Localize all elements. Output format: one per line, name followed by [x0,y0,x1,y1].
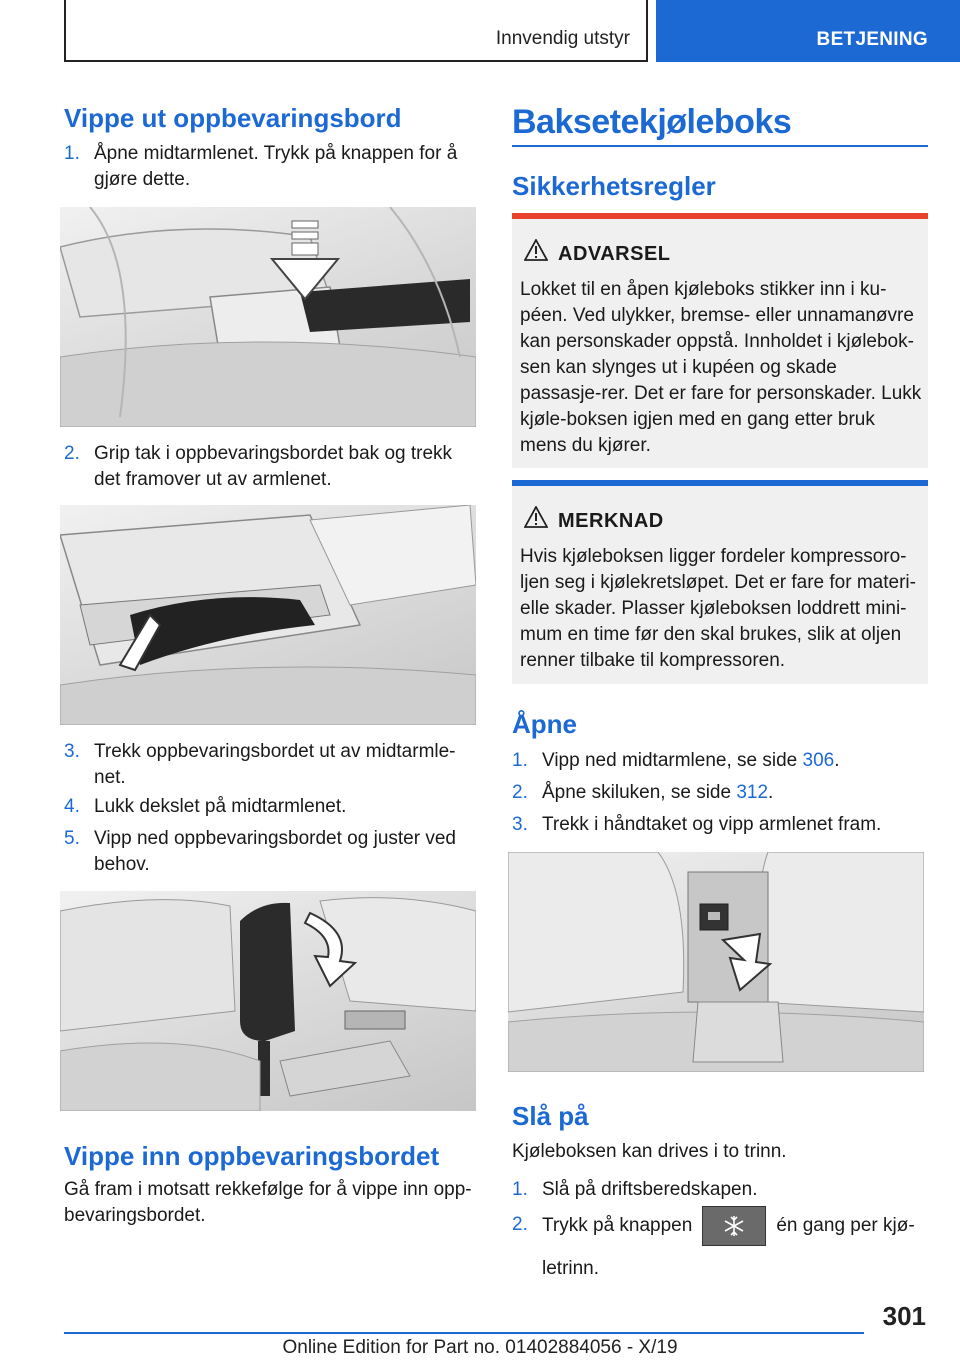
warning-box [512,213,928,468]
step-number: 1. [512,750,528,771]
warning-title: ADVARSEL [558,243,671,265]
notice-text: Hvis kjøleboksen ligger fordeler kompressoro-ljen seg i kjølekretsløpet. Det er fare for materi-elle skader. Plasser kjøleboksen loddrett mini-mum en time før den skal brukes, slik at oljen renner tilbake til kompressoren. [520,546,916,671]
heading-open: Åpne [512,709,577,739]
list-item [64,141,476,193]
snowflake-icon [703,1207,765,1245]
title-rule [512,145,928,147]
step-text-wrap: letrinn. [542,1258,600,1279]
step-text: Lukk dekslet på midtarmlenet. [94,796,347,817]
page-link-306[interactable]: 306 [802,750,835,771]
list-item [512,748,928,774]
header-chapter-tab[interactable] [656,0,960,62]
header-chapter-label: BETJENING [816,29,928,50]
cooler-button[interactable] [702,1206,766,1246]
step-text: Trykk på knappen [542,1215,693,1237]
step-text-end: . [768,782,774,803]
step-number: 1. [64,143,80,164]
list-item [64,826,476,878]
step-number: 2. [512,1214,528,1235]
caution-triangle-icon [524,506,548,533]
step-number: 1. [512,1179,528,1200]
notice-title: MERKNAD [558,510,664,532]
page-number: 301 [882,1301,926,1331]
notice-box [512,480,928,684]
step-text-cont: én gang per kjø- [776,1215,915,1237]
list-item [512,812,928,838]
list-item [512,780,928,806]
step-number: 2. [512,782,528,803]
footer-edition: Online Edition for Part no. 01402884056 - X/19 [282,1337,678,1358]
heading-switch-on: Slå på [512,1101,589,1131]
list-item [512,1177,928,1203]
step-number: 3. [512,814,528,835]
heading-tilt-in: Vippe inn oppbevaringsbordet [64,1141,440,1171]
step-number: 4. [64,796,80,817]
paragraph-tilt-in: Gå fram i motsatt rekkefølge for å vippe inn opp-bevaringsbordet. [64,1179,472,1226]
list-item [512,1212,928,1278]
photo-armrest-button [60,207,476,427]
step-text: Vipp ned oppbevaringsbordet og juster ved behov. [94,828,456,875]
warning-text: Lokket til en åpen kjøleboks stikker inn i ku-péen. Ved ulykker, bremse- eller unnamanøvre kan personskader oppstå. Innholdet i kjølebok-sen kan slynges ut i kupéen og skade passasje-rer. Det er fare for personskader. Lukk kjøle-boksen igjen med en gang etter bruk mens du kjører. [520,279,922,456]
paragraph-switch-on: Kjøleboksen kan drives i to trinn. [512,1141,787,1162]
notice-bar [512,480,928,486]
heading-safety: Sikkerhetsregler [512,171,716,201]
page-title: Baksetekjøleboks [512,103,792,141]
heading-tilt-out: Vippe ut oppbevaringsbord [64,103,402,133]
footer-rule [64,1332,864,1334]
header-section-title: Innvendig utstyr [495,28,630,49]
step-text: Åpne skiluken, se side [542,782,737,803]
step-text: Trekk i håndtaket og vipp armlenet fram. [542,814,882,835]
step-text: Grip tak i oppbevaringsbordet bak og trekk det framover ut av armlenet. [94,443,453,490]
list-item [64,441,476,493]
step-text: Slå på driftsberedskapen. [542,1179,758,1200]
step-number: 3. [64,741,80,762]
warning-triangle-icon [524,239,548,266]
step-text-end: . [834,750,840,771]
photo-armrest-open [508,852,924,1072]
photo-storage-table-pull [60,505,476,725]
step-text: Vipp ned midtarmlene, se side [542,750,803,771]
step-number: 5. [64,828,80,849]
list-item [64,739,476,791]
warning-bar [512,213,928,219]
step-text: Åpne midtarmlenet. Trykk på knappen for å gjøre dette. [94,143,458,190]
page-link-312[interactable]: 312 [736,782,769,803]
photo-table-fold-down [60,891,476,1111]
step-number: 2. [64,443,80,464]
list-item [64,794,476,820]
step-text: Trekk oppbevaringsbordet ut av midtarmle-net. [94,741,456,788]
